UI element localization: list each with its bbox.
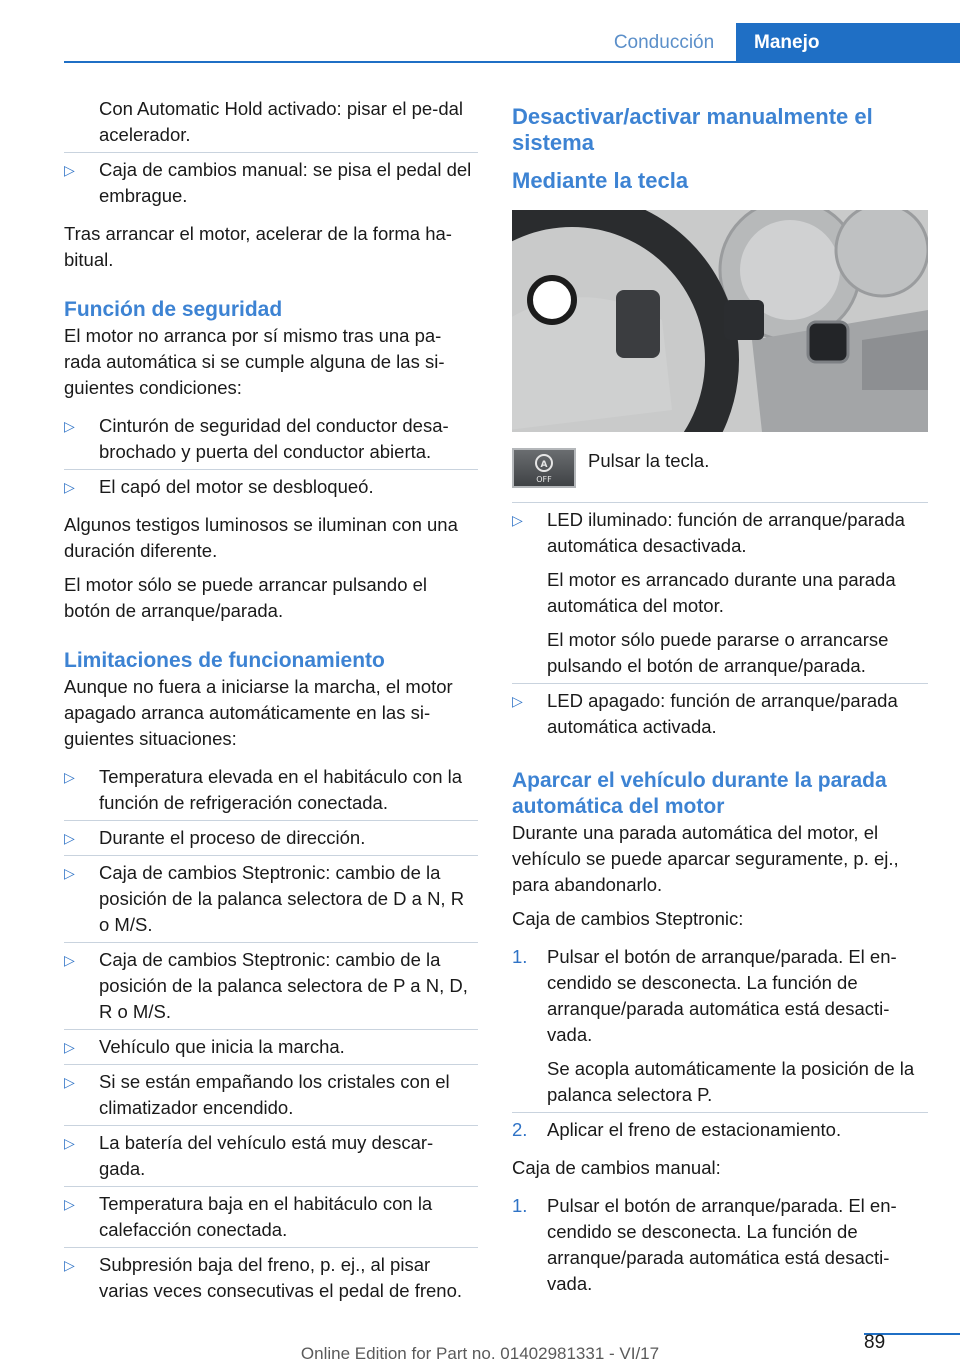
list-item-text: Caja de cambios manual: se pisa el pedal del embrague. <box>99 159 472 206</box>
svg-text:OFF: OFF <box>536 475 552 484</box>
numbered-step <box>512 1113 928 1147</box>
step-text: Aplicar el freno de estacionamiento. <box>547 1119 842 1140</box>
list-item <box>64 153 478 213</box>
page-number: 89 <box>864 1332 886 1353</box>
triangle-bullet-icon: ▷ <box>512 693 523 709</box>
triangle-bullet-icon: ▷ <box>64 769 75 785</box>
after-start-text: Tras arrancar el motor, acelerar de la forma ha‐bitual. <box>64 223 452 270</box>
limits-list <box>64 760 478 1308</box>
limits-heading: Limitaciones de funcionamiento <box>64 649 385 672</box>
triangle-bullet-icon: ▷ <box>64 479 75 495</box>
list-item <box>64 760 478 821</box>
list-item <box>64 943 478 1030</box>
triangle-bullet-icon: ▷ <box>64 1135 75 1151</box>
step-text: Pulsar el botón de arranque/parada. El en‐cendido se desconecta. La función de arranque/parada automática está desacti‐vada. <box>547 1195 897 1294</box>
list-item-sub: El motor es arrancado durante una parada automática del motor. <box>547 569 896 616</box>
list-item <box>64 1187 478 1248</box>
list-item <box>512 684 928 744</box>
list-item-text: Subpresión baja del freno, p. ej., al pisar varias veces consecutivas el pedal de freno. <box>99 1254 463 1301</box>
page-header <box>0 23 960 63</box>
list-item-text: LED iluminado: función de arranque/parada automática desactivada. <box>547 509 905 556</box>
list-item <box>64 1126 478 1187</box>
right-column <box>512 96 928 1309</box>
numbered-step <box>512 940 928 1113</box>
list-item <box>64 1065 478 1126</box>
edition-footer: Online Edition for Part no. 01402981331 - VI/17 <box>300 1344 660 1363</box>
triangle-bullet-icon: ▷ <box>64 1074 75 1090</box>
park-heading: Aparcar el vehículo durante la parada automática del motor <box>512 769 887 818</box>
triangle-bullet-icon: ▷ <box>64 1196 75 1212</box>
list-item <box>64 1248 478 1308</box>
button-subheading: Mediante la tecla <box>512 168 689 193</box>
section-tab[interactable]: Conducción <box>613 32 715 53</box>
led-list <box>512 502 928 744</box>
list-item <box>64 1030 478 1065</box>
safety-heading: Función de seguridad <box>64 298 283 321</box>
list-item-text: Cinturón de seguridad del conductor desa‐brochado y puerta del conductor abierta. <box>99 415 449 462</box>
list-item-text: Caja de cambios Steptronic: cambio de la posición de la palanca selectora de D a N, R o M/S. <box>99 862 465 935</box>
triangle-bullet-icon: ▷ <box>64 162 75 178</box>
triangle-bullet-icon: ▷ <box>64 1039 75 1055</box>
list-item-text: LED apagado: función de arranque/parada automática activada. <box>547 690 898 737</box>
limits-text: Aunque no fuera a iniciarse la marcha, el motor apagado arranca automáticamente en las si‐guientes situaciones: <box>64 676 453 749</box>
press-button-text: Pulsar la tecla. <box>588 450 710 471</box>
list-item-continuation: Con Automatic Hold activado: pisar el pe‐dal acelerador. <box>64 96 478 153</box>
svg-text:A: A <box>540 460 548 470</box>
auto-start-stop-off-icon <box>514 450 574 486</box>
safety-para-1: Algunos testigos luminosos se iluminan con una duración diferente. <box>64 514 458 561</box>
list-item-text: La batería del vehículo está muy descar‐gada. <box>99 1132 434 1179</box>
step-text: Pulsar el botón de arranque/parada. El en‐cendido se desconecta. La función de arranque/parada automática está desacti‐vada. <box>547 946 897 1045</box>
dashboard-photo <box>512 210 928 432</box>
button-instruction <box>512 448 928 496</box>
step-number: 1. <box>512 1195 528 1216</box>
step-number: 2. <box>512 1119 528 1140</box>
safety-text: El motor no arranca por sí mismo tras una pa‐rada automática si se cumple alguna de las si‐guientes condiciones: <box>64 325 445 398</box>
list-item <box>64 470 478 504</box>
intro-list <box>64 153 478 213</box>
steering-wheel-illustration <box>512 210 928 432</box>
list-item-text: Temperatura elevada en el habitáculo con la función de refrigeración conectada. <box>99 766 463 813</box>
triangle-bullet-icon: ▷ <box>64 952 75 968</box>
manual-steps <box>512 1189 928 1301</box>
list-item-text: Caja de cambios Steptronic: cambio de la posición de la palanca selectora de P a N, D, R o M/S. <box>99 949 468 1022</box>
triangle-bullet-icon: ▷ <box>64 1257 75 1273</box>
steptronic-label: Caja de cambios Steptronic: <box>512 908 744 929</box>
header-rule <box>64 61 960 63</box>
triangle-bullet-icon: ▷ <box>512 512 523 528</box>
list-item-sub: El motor sólo puede pararse o arrancarse pulsando el botón de arranque/parada. <box>547 629 889 676</box>
list-item-text: Si se están empañando los cristales con el climatizador encendido. <box>99 1071 450 1118</box>
deactivate-heading: Desactivar/activar manualmente el sistema <box>512 104 873 155</box>
list-item <box>512 503 928 684</box>
park-text: Durante una parada automática del motor, el vehículo se puede aparcar seguramente, p. ej., para abandonarlo. <box>512 822 899 895</box>
chapter-tab[interactable]: Manejo <box>736 23 960 63</box>
list-item <box>64 821 478 856</box>
step-number: 1. <box>512 946 528 967</box>
triangle-bullet-icon: ▷ <box>64 830 75 846</box>
list-item <box>64 856 478 943</box>
list-item-text: El capó del motor se desbloqueó. <box>99 476 374 497</box>
left-column <box>64 96 478 1316</box>
list-item-text: Durante el proceso de dirección. <box>99 827 366 848</box>
auto-start-stop-off-button-icon <box>512 448 576 488</box>
safety-list <box>64 409 478 504</box>
list-item-text: Temperatura baja en el habitáculo con la calefacción conectada. <box>99 1193 433 1240</box>
steptronic-steps <box>512 940 928 1147</box>
list-item-text: Vehículo que inicia la marcha. <box>99 1036 345 1057</box>
step-sub: Se acopla automáticamente la posición de la palanca selectora P. <box>547 1058 915 1105</box>
manual-label: Caja de cambios manual: <box>512 1157 721 1178</box>
list-item <box>64 409 478 470</box>
triangle-bullet-icon: ▷ <box>64 418 75 434</box>
safety-para-2: El motor sólo se puede arrancar pulsando el botón de arranque/parada. <box>64 574 428 621</box>
triangle-bullet-icon: ▷ <box>64 865 75 881</box>
numbered-step <box>512 1189 928 1301</box>
